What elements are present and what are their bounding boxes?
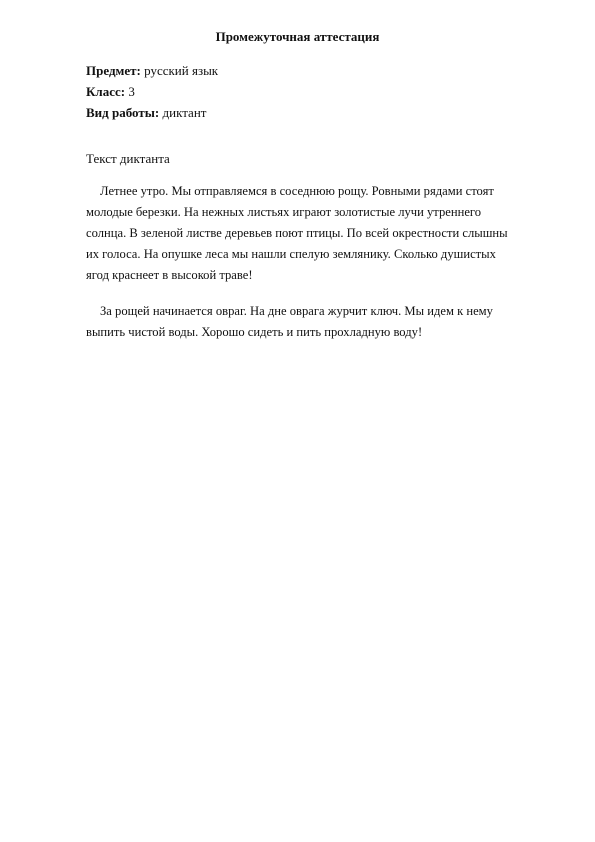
- grade-row: [86, 81, 218, 102]
- grade-value: 3: [125, 84, 135, 99]
- work-type-label: Вид работы:: [86, 105, 160, 120]
- work-type-row: [86, 102, 218, 123]
- paragraph: За рощей начинается овраг. На дне оврага журчит ключ. Мы идем к нему выпить чистой воды. Хорошо сидеть и пить прохладную воду!: [86, 304, 493, 339]
- paragraph: Летнее утро. Мы отправляемся в соседнюю рощу. Ровными рядами стоят молодые березки. На нежных листьях играют золотистые лучи утреннего солнца. В зеленой листве деревьев поют птицы. По всей окрестности слышны их голоса. На опушке леса мы нашли спелую землянику. Сколько душистых ягод краснеет в высокой траве!: [86, 184, 508, 282]
- subject-value: русский язык: [140, 63, 219, 78]
- grade-label: Класс:: [86, 84, 126, 99]
- document-meta: [86, 60, 218, 123]
- subject-row: [86, 60, 218, 81]
- work-type-value: диктант: [159, 105, 207, 120]
- document-title: Промежуточная аттестация: [215, 29, 380, 44]
- dictation-text: [86, 181, 522, 358]
- subject-label: Предмет:: [86, 63, 141, 78]
- section-heading: Текст диктанта: [86, 151, 170, 166]
